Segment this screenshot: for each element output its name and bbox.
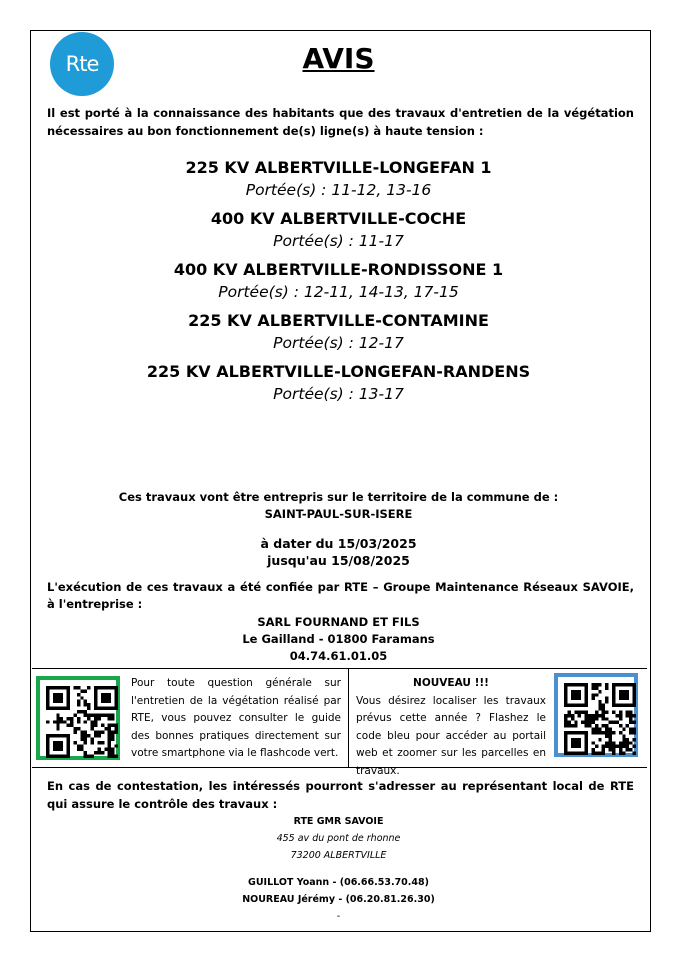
- work-dates: [0, 535, 677, 569]
- line-name: 400 KV ALBERTVILLE-RONDISSONE 1: [173, 260, 504, 279]
- line-spans: Portée(s) : 11-17: [273, 232, 404, 250]
- commune-name: SAINT-PAUL-SUR-ISERE: [264, 507, 413, 521]
- end-date: jusqu'au 15/08/2025: [267, 553, 410, 568]
- line-item: [0, 259, 677, 310]
- qr-left-text: Pour toute question générale sur l'entretien de la végétation réalisé par RTE, vous pouvez consulter le guide des bonnes pratiques directement sur votre smartphone via le flashcode vert.: [131, 677, 341, 759]
- blue-qr-code[interactable]: [554, 673, 638, 757]
- line-spans: Portée(s) : 13-17: [273, 385, 404, 403]
- contractor-address: Le Gailland - 01800 Faramans: [242, 632, 435, 646]
- execution-paragraph: L'exécution de ces travaux a été confiée par RTE – Groupe Maintenance Réseaux SAVOIE, à l'entreprise :: [47, 580, 634, 611]
- qr-right-block: [356, 675, 546, 780]
- commune-label: Ces travaux vont être entrepris sur le territoire de la commune de :: [118, 490, 559, 504]
- line-item: [0, 361, 677, 412]
- logo-text: Rte: [65, 52, 99, 76]
- page-title: AVIS: [302, 42, 375, 75]
- contact-city: 73200 ALBERTVILLE: [290, 850, 387, 861]
- contestation-paragraph: En cas de contestation, les intéressés pourront s'adresser au représentant local de RTE qui assure le contrôle des travaux :: [47, 779, 634, 811]
- line-spans: Portée(s) : 12-17: [273, 334, 404, 352]
- contact-org: RTE GMR SAVOIE: [293, 816, 384, 827]
- line-name: 400 KV ALBERTVILLE-COCHE: [210, 209, 467, 228]
- contact-trailing: -: [336, 911, 341, 922]
- contractor-block: [0, 614, 677, 665]
- line-spans: Portée(s) : 11-12, 13-16: [245, 181, 432, 199]
- qr-pattern-green: [46, 686, 118, 758]
- qr-pattern-blue: [564, 683, 636, 755]
- nouveau-heading: NOUVEAU !!!: [413, 677, 489, 689]
- power-lines-list: [0, 157, 677, 412]
- line-name: 225 KV ALBERTVILLE-LONGEFAN 1: [185, 158, 492, 177]
- contact-spacer: [0, 864, 677, 874]
- qr-box-divider: [348, 669, 349, 767]
- qr-right-text: Vous désirez localiser les travaux prévus cette année ? Flashez le code bleu pour accéder au portail web et zoomer sur les parcelles en travaux.: [356, 694, 546, 777]
- line-name: 225 KV ALBERTVILLE-CONTAMINE: [188, 311, 489, 330]
- contact-person-2: NOUREAU Jérémy - (06.20.81.26.30): [242, 894, 435, 905]
- intro-paragraph: Il est porté à la connaissance des habitants que des travaux d'entretien de la végétation nécessaires au bon fonctionnement de(s) ligne(s) à haute tension :: [47, 106, 634, 138]
- green-qr-code[interactable]: [36, 676, 120, 760]
- line-item: [0, 157, 677, 208]
- contact-person-1: GUILLOT Yoann - (06.66.53.70.48): [248, 877, 429, 888]
- contractor-phone: 04.74.61.01.05: [289, 649, 388, 663]
- line-name: 225 KV ALBERTVILLE-LONGEFAN-RANDENS: [146, 362, 531, 381]
- line-spans: Portée(s) : 12-11, 14-13, 17-15: [218, 283, 459, 301]
- contractor-name: SARL FOURNAND ET FILS: [257, 615, 420, 629]
- line-item: [0, 208, 677, 259]
- line-item: [0, 310, 677, 361]
- contact-street: 455 av du pont de rhonne: [276, 833, 401, 844]
- contact-block: [0, 813, 677, 925]
- start-date: à dater du 15/03/2025: [260, 536, 417, 551]
